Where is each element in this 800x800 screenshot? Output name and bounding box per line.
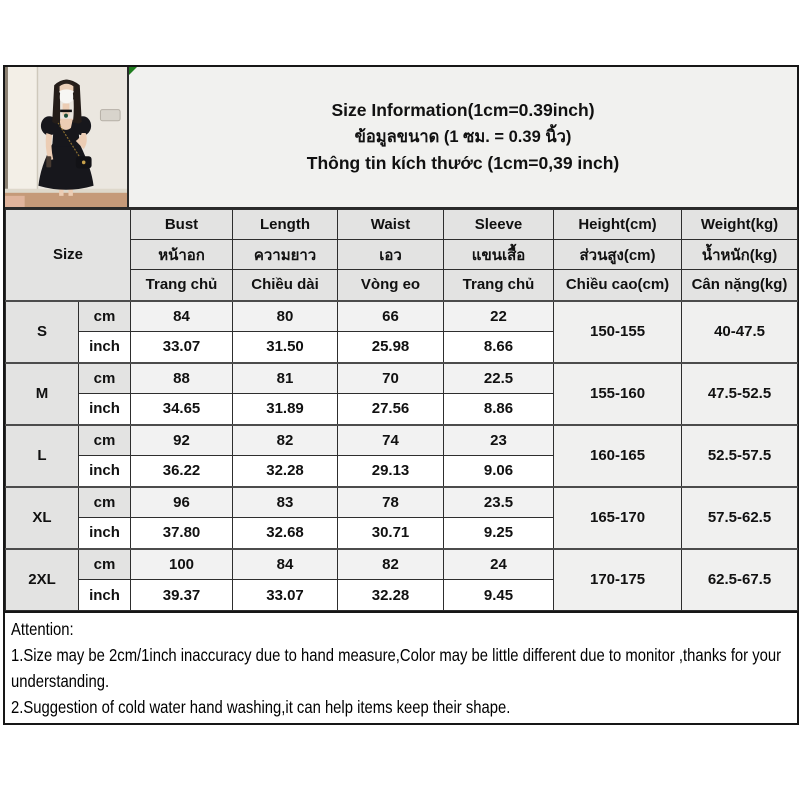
table-row <box>6 487 798 518</box>
table-row <box>6 301 798 332</box>
l-bust-cm: 92 <box>131 425 233 456</box>
l-height: 160-165 <box>554 425 682 487</box>
m-length-cm: 81 <box>233 363 338 394</box>
xl-length-inch: 32.68 <box>233 518 338 549</box>
unit-label-inch: inch <box>79 456 131 487</box>
size-label-l: L <box>6 425 79 487</box>
unit-label-cm: cm <box>79 549 131 580</box>
xl-sleeve-cm: 23.5 <box>444 487 554 518</box>
unit-label-inch: inch <box>79 394 131 425</box>
m-length-inch: 31.89 <box>233 394 338 425</box>
s-length-cm: 80 <box>233 301 338 332</box>
size-table <box>5 209 798 611</box>
xl-height: 165-170 <box>554 487 682 549</box>
2xl-sleeve-cm: 24 <box>444 549 554 580</box>
m-waist-cm: 70 <box>338 363 444 394</box>
size-label-s: S <box>6 301 79 363</box>
attention-title: Attention: <box>11 619 74 639</box>
col-header-length-th: ความยาว <box>233 240 338 270</box>
col-header-bust-th: หน้าอก <box>131 240 233 270</box>
m-weight: 47.5-52.5 <box>682 363 798 425</box>
title-thai: ข้อมูลขนาด (1 ซม. = 0.39 นิ้ว) <box>354 128 572 146</box>
xl-bust-cm: 96 <box>131 487 233 518</box>
m-bust-inch: 34.65 <box>131 394 233 425</box>
s-sleeve-inch: 8.66 <box>444 332 554 363</box>
2xl-waist-inch: 32.28 <box>338 580 444 611</box>
xl-waist-inch: 30.71 <box>338 518 444 549</box>
s-length-inch: 31.50 <box>233 332 338 363</box>
attention-note <box>5 611 797 723</box>
l-bust-inch: 36.22 <box>131 456 233 487</box>
unit-label-cm: cm <box>79 425 131 456</box>
size-chart-sheet <box>3 65 799 725</box>
unit-label-cm: cm <box>79 363 131 394</box>
col-header-weight-vi: Cân nặng(kg) <box>682 270 798 301</box>
m-height: 155-160 <box>554 363 682 425</box>
m-sleeve-cm: 22.5 <box>444 363 554 394</box>
xl-sleeve-inch: 9.25 <box>444 518 554 549</box>
l-length-inch: 32.28 <box>233 456 338 487</box>
l-length-cm: 82 <box>233 425 338 456</box>
unit-label-inch: inch <box>79 332 131 363</box>
s-sleeve-cm: 22 <box>444 301 554 332</box>
unit-label-cm: cm <box>79 487 131 518</box>
2xl-length-inch: 33.07 <box>233 580 338 611</box>
product-photo <box>5 67 129 207</box>
size-info-title-cell <box>129 67 797 207</box>
col-header-waist-vi: Vòng eo <box>338 270 444 301</box>
s-bust-cm: 84 <box>131 301 233 332</box>
l-waist-cm: 74 <box>338 425 444 456</box>
size-label-m: M <box>6 363 79 425</box>
unit-label-inch: inch <box>79 580 131 611</box>
col-header-weight: Weight(kg) <box>682 210 798 240</box>
s-waist-cm: 66 <box>338 301 444 332</box>
l-weight: 52.5-57.5 <box>682 425 798 487</box>
l-waist-inch: 29.13 <box>338 456 444 487</box>
2xl-weight: 62.5-67.5 <box>682 549 798 611</box>
xl-length-cm: 83 <box>233 487 338 518</box>
col-header-height: Height(cm) <box>554 210 682 240</box>
s-weight: 40-47.5 <box>682 301 798 363</box>
col-header-height-th: ส่วนสูง(cm) <box>554 240 682 270</box>
m-waist-inch: 27.56 <box>338 394 444 425</box>
xl-waist-cm: 78 <box>338 487 444 518</box>
s-height: 150-155 <box>554 301 682 363</box>
table-row <box>6 363 798 394</box>
table-row <box>6 549 798 580</box>
size-label-xl: XL <box>6 487 79 549</box>
l-sleeve-cm: 23 <box>444 425 554 456</box>
xl-bust-inch: 37.80 <box>131 518 233 549</box>
cell-corner-marker-icon <box>129 67 137 75</box>
s-waist-inch: 25.98 <box>338 332 444 363</box>
l-sleeve-inch: 9.06 <box>444 456 554 487</box>
2xl-bust-inch: 39.37 <box>131 580 233 611</box>
col-header-waist-th: เอว <box>338 240 444 270</box>
unit-label-inch: inch <box>79 518 131 549</box>
2xl-sleeve-inch: 9.45 <box>444 580 554 611</box>
2xl-height: 170-175 <box>554 549 682 611</box>
xl-weight: 57.5-62.5 <box>682 487 798 549</box>
col-header-length: Length <box>233 210 338 240</box>
m-sleeve-inch: 8.86 <box>444 394 554 425</box>
size-corner-header: Size <box>6 210 131 301</box>
col-header-weight-th: น้ำหนัก(kg) <box>682 240 798 270</box>
col-header-sleeve: Sleeve <box>444 210 554 240</box>
m-bust-cm: 88 <box>131 363 233 394</box>
title-vietnamese: Thông tin kích thước (1cm=0,39 inch) <box>306 153 620 173</box>
2xl-waist-cm: 82 <box>338 549 444 580</box>
col-header-sleeve-th: แขนเสื้อ <box>444 240 554 270</box>
size-label-2xl: 2XL <box>6 549 79 611</box>
col-header-height-vi: Chiều cao(cm) <box>554 270 682 301</box>
col-header-waist: Waist <box>338 210 444 240</box>
attention-line-2: 2.Suggestion of cold water hand washing,it can help items keep their shape. <box>11 697 511 717</box>
header-row <box>5 67 797 209</box>
col-header-sleeve-vi: Trang chủ <box>444 270 554 301</box>
unit-label-cm: cm <box>79 301 131 332</box>
2xl-bust-cm: 100 <box>131 549 233 580</box>
product-photo-illustration <box>5 67 127 207</box>
s-bust-inch: 33.07 <box>131 332 233 363</box>
title-english: Size Information(1cm=0.39inch) <box>331 100 595 120</box>
header-row-english <box>6 210 798 240</box>
col-header-length-vi: Chiều dài <box>233 270 338 301</box>
col-header-bust: Bust <box>131 210 233 240</box>
attention-line-1: 1.Size may be 2cm/1inch inaccuracy due to hand measure,Color may be little different due to monitor ,thanks for your understanding. <box>11 645 782 691</box>
table-row <box>6 425 798 456</box>
col-header-bust-vi: Trang chủ <box>131 270 233 301</box>
2xl-length-cm: 84 <box>233 549 338 580</box>
